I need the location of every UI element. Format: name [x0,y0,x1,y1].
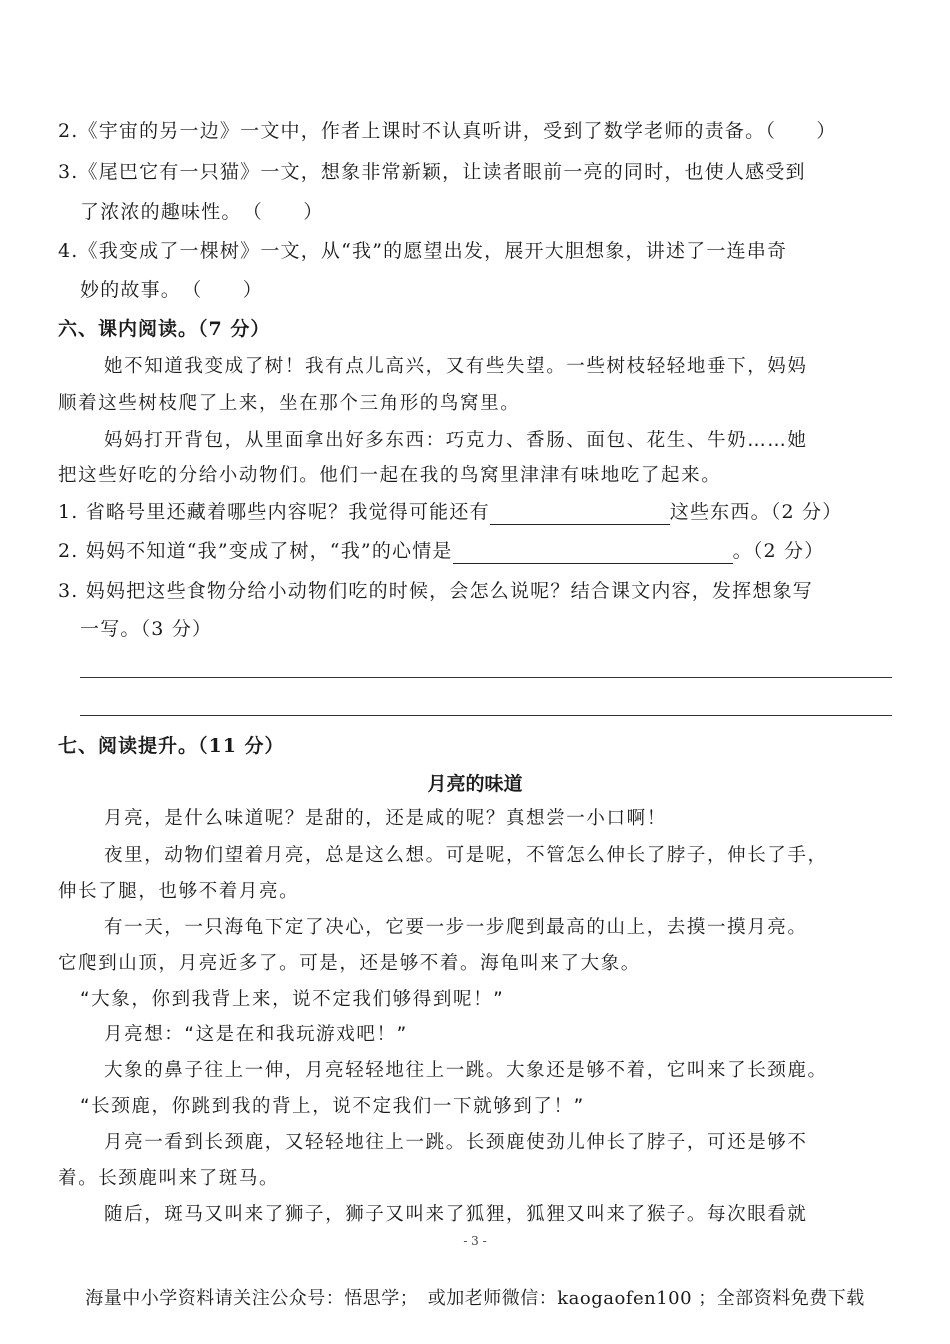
section6-passage-p2-line1: 妈妈打开背包，从里面拿出好多东西：巧克力、香肠、面包、花生、牛奶……她 [104,430,808,451]
story-line: 伸长了腿，也够不着月亮。 [58,881,300,902]
section7-heading: 七、阅读提升。（11 分） [58,735,285,757]
answer-line-1[interactable] [80,677,892,678]
footer-notice: 海量中小学资料请关注公众号：悟思学； 或加老师微信：kaogaofen100 ；全部资料免费下载 [85,1288,865,1309]
story-title: 月亮的味道 [427,773,523,795]
section6-question-3-line2: 一写。（3 分） [80,618,213,640]
section5-question-3-line2: 了浓浓的趣味性。 （ ） [80,201,324,223]
section6-question-3-line1: 3. 妈妈把这些食物分给小动物们吃的时候，会怎么说呢？结合课文内容，发挥想象写 [58,580,813,602]
section6-heading: 六、课内阅读。（7 分） [58,318,271,340]
story-line: 它爬到山顶，月亮近多了。可是，还是够不着。海龟叫来了大象。 [58,953,641,974]
question-1-answer-blank[interactable] [490,504,670,525]
story-line: 着。长颈鹿叫来了斑马。 [58,1168,280,1189]
section5-question-3-line1: 3.《尾巴它有一只猫》一文，想象非常新颖，让读者眼前一亮的同时，也使人感受到 [58,161,806,183]
story-line: “长颈鹿，你跳到我的背上，说不定我们一下就够到了！” [80,1096,585,1117]
question-2-answer-blank[interactable] [453,543,733,564]
story-line: “大象，你到我背上来，说不定我们够得到呢！” [80,989,505,1010]
page-number: - 3 - [463,1234,487,1248]
question-1-suffix: 这些东西。（2 分） [669,501,843,523]
story-line: 月亮想：“这是在和我玩游戏吧！” [104,1024,408,1045]
section6-passage-p1-line1: 她不知道我变成了树！我有点儿高兴，又有些失望。一些树枝轻轻地垂下，妈妈 [104,356,808,377]
story-line: 月亮，是什么味道呢？是甜的，还是咸的呢？真想尝一小口啊！ [104,808,667,829]
section6-question-1 [58,499,894,525]
section6-question-2 [58,538,894,564]
section6-passage-p1-line2: 顺着这些树枝爬了上来，坐在那个三角形的鸟窝里。 [58,393,521,414]
story-line: 有一天，一只海龟下定了决心，它要一步一步爬到最高的山上，去摸一摸月亮。 [104,917,808,938]
question-1-prefix: 1. 省略号里还藏着哪些内容呢？我觉得可能还有 [58,501,490,523]
question-2-prefix: 2. 妈妈不知道“我”变成了树，“我”的心情是 [58,540,453,562]
section5-question-4-line1: 4.《我变成了一棵树》一文，从“我”的愿望出发，展开大胆想象，讲述了一连串奇 [58,240,788,262]
story-line: 大象的鼻子往上一伸，月亮轻轻地往上一跳。大象还是够不着，它叫来了长颈鹿。 [104,1060,828,1081]
story-line: 随后，斑马又叫来了狮子，狮子又叫来了狐狸，狐狸又叫来了猴子。每次眼看就 [104,1204,808,1225]
section5-question-4-line2: 妙的故事。 （ ） [80,279,264,301]
story-line: 夜里，动物们望着月亮，总是这么想。可是呢，不管怎么伸长了脖子，伸长了手， [104,845,828,866]
answer-line-2[interactable] [80,715,892,716]
question-2-suffix: 。（2 分） [732,540,825,562]
story-line: 月亮一看到长颈鹿，又轻轻地往上一跳。长颈鹿使劲儿伸长了脖子，可还是够不 [104,1132,808,1153]
section5-question-2: 2.《宇宙的另一边》一文中，作者上课时不认真听讲，受到了数学老师的责备。（ ） [58,120,837,142]
section6-passage-p2-line2: 把这些好吃的分给小动物们。他们一起在我的鸟窝里津津有味地吃了起来。 [58,465,722,486]
